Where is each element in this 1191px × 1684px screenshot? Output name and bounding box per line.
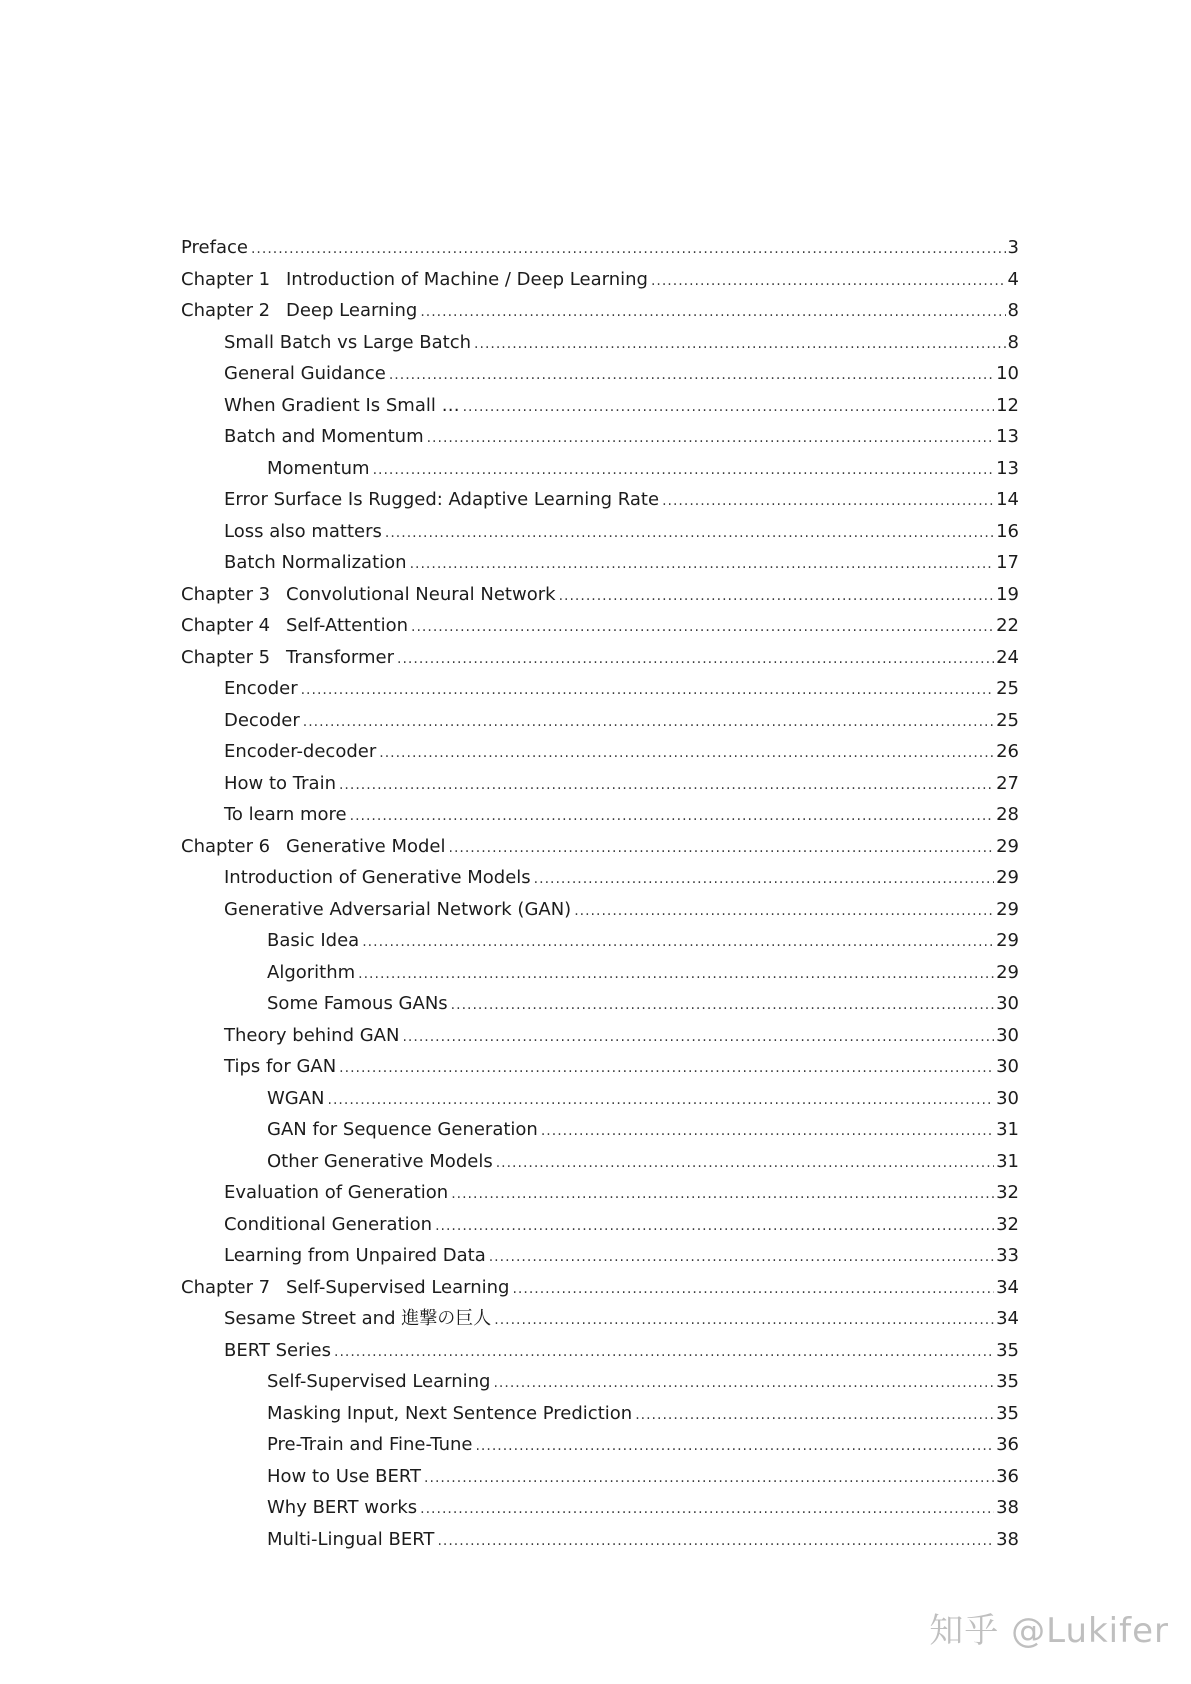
dot-leader <box>397 644 994 676</box>
toc-page-number: 25 <box>996 709 1019 731</box>
dot-leader <box>424 1463 994 1495</box>
toc-page-number: 13 <box>996 457 1019 479</box>
toc-chapter-label: Chapter 3 <box>181 583 271 605</box>
toc-entry-title: Loss also matters <box>224 520 382 542</box>
toc-entry-title: Generative Model <box>286 835 446 857</box>
toc-page-number: 17 <box>996 552 1019 573</box>
toc-entry-title: Evaluation of Generation <box>224 1182 449 1203</box>
toc-page-number: 38 <box>996 1497 1019 1518</box>
dot-leader <box>451 1179 994 1211</box>
toc-entry[interactable] <box>181 1240 1019 1272</box>
toc-entry[interactable] <box>181 1429 1019 1461</box>
toc-entry[interactable] <box>181 1020 1019 1052</box>
toc-page-number: 27 <box>996 772 1019 794</box>
toc-entry-title: Deep Learning <box>286 300 418 321</box>
toc-page-number: 31 <box>996 1150 1019 1172</box>
toc-entry-title: Batch Normalization <box>224 552 407 573</box>
toc-entry-title: Introduction of Machine / Deep Learning <box>286 268 648 290</box>
toc-page-number: 3 <box>1007 237 1019 258</box>
toc-page-number: 31 <box>996 1119 1019 1140</box>
toc-page-number: 32 <box>996 1182 1019 1203</box>
toc-entry[interactable] <box>181 1524 1019 1556</box>
toc-entry[interactable] <box>181 1303 1019 1335</box>
toc-chapter-label: Chapter 7 <box>181 1276 271 1298</box>
toc-chapter-label: Chapter 6 <box>181 835 271 857</box>
toc-page-number: 8 <box>1007 331 1019 353</box>
toc-entry[interactable] <box>181 1492 1019 1524</box>
toc-entry[interactable] <box>181 1209 1019 1241</box>
dot-leader <box>362 927 994 959</box>
dot-leader <box>420 1494 994 1526</box>
toc-page-number: 29 <box>996 961 1019 983</box>
dot-leader <box>512 1274 994 1306</box>
toc-page-number: 4 <box>1007 268 1019 290</box>
dot-leader <box>474 329 1006 361</box>
dot-leader <box>373 455 995 487</box>
toc-chapter-label: Chapter 2 <box>181 300 271 321</box>
dot-leader <box>420 297 1005 329</box>
toc-page-number: 10 <box>996 363 1019 384</box>
toc-entry[interactable] <box>181 1335 1019 1367</box>
dot-leader <box>251 234 1006 266</box>
toc-page-number: 29 <box>996 898 1019 920</box>
dot-leader <box>559 581 995 613</box>
toc-entry-title: Tips for GAN <box>224 1056 337 1077</box>
dot-leader <box>451 990 994 1022</box>
toc-entry[interactable] <box>181 642 1019 674</box>
toc-entry-title: General Guidance <box>224 363 386 384</box>
toc-entry[interactable] <box>181 768 1019 800</box>
dot-leader <box>389 360 994 392</box>
dot-leader <box>328 1085 995 1117</box>
toc-entry[interactable] <box>181 1366 1019 1398</box>
toc-entry-title: Encoder <box>224 678 298 699</box>
toc-entry-title: Algorithm <box>267 961 356 983</box>
dot-leader <box>379 738 994 770</box>
toc-entry-title: Why BERT works <box>267 1497 418 1518</box>
toc-entry[interactable] <box>181 516 1019 548</box>
toc-page-number: 29 <box>996 835 1019 857</box>
toc-chapter-label: Chapter 4 <box>181 615 271 636</box>
toc-entry[interactable] <box>181 1114 1019 1146</box>
toc-page-number: 14 <box>996 489 1019 510</box>
toc-entry[interactable] <box>181 673 1019 705</box>
toc-entry[interactable] <box>181 736 1019 768</box>
toc-entry-title: Basic Idea <box>267 930 360 951</box>
dot-leader <box>350 801 994 833</box>
toc-page-number: 30 <box>996 1024 1019 1046</box>
dot-leader <box>574 896 994 928</box>
dot-leader <box>651 266 1006 298</box>
dot-leader <box>534 864 994 896</box>
toc-entry-title: Multi-Lingual BERT <box>267 1528 435 1550</box>
toc-entry[interactable] <box>181 327 1019 359</box>
toc-page-number: 38 <box>996 1528 1019 1550</box>
toc-page-number: 19 <box>996 583 1019 605</box>
dot-leader <box>339 770 994 802</box>
toc-entry-title: Conditional Generation <box>224 1213 433 1235</box>
dot-leader <box>402 1022 994 1054</box>
toc-entry-title: Self-Supervised Learning <box>286 1276 510 1298</box>
toc-page-number: 32 <box>996 1213 1019 1235</box>
toc-page-number: 34 <box>996 1308 1019 1329</box>
toc-page-number: 29 <box>996 930 1019 951</box>
dot-leader <box>435 1211 994 1243</box>
toc-entry-title: WGAN <box>267 1087 325 1109</box>
toc-entry[interactable] <box>181 264 1019 296</box>
toc-entry-title: Self-Attention <box>286 615 409 636</box>
toc-entry-title: Small Batch vs Large Batch <box>224 331 472 353</box>
toc-entry-title: Learning from Unpaired Data <box>224 1245 486 1266</box>
dot-leader <box>301 675 995 707</box>
toc-entry-title: Theory behind GAN <box>224 1024 400 1046</box>
toc-entry-title: How to Use BERT <box>267 1465 422 1487</box>
toc-entry[interactable] <box>181 1146 1019 1178</box>
toc-entry[interactable] <box>181 831 1019 863</box>
toc-page-number: 24 <box>996 646 1019 668</box>
toc-page-number: 30 <box>996 993 1019 1014</box>
toc-page-number: 35 <box>996 1402 1019 1424</box>
toc-page-number: 12 <box>996 394 1019 416</box>
toc-entry[interactable] <box>181 1083 1019 1115</box>
toc-entry[interactable] <box>181 705 1019 737</box>
table-of-contents <box>181 232 1019 1555</box>
toc-entry[interactable] <box>181 453 1019 485</box>
dot-leader <box>496 1148 994 1180</box>
toc-entry[interactable] <box>181 862 1019 894</box>
toc-page-number: 25 <box>996 678 1019 699</box>
toc-entry-title: BERT Series <box>224 1339 331 1361</box>
dot-leader <box>437 1526 994 1558</box>
toc-page-number: 36 <box>996 1465 1019 1487</box>
dot-leader <box>427 423 994 455</box>
toc-entry-title: Convolutional Neural Network <box>286 583 556 605</box>
toc-entry-title: To learn more <box>224 804 347 825</box>
toc-page-number: 35 <box>996 1371 1019 1392</box>
toc-page-number: 8 <box>1007 300 1019 321</box>
toc-page-number: 22 <box>996 615 1019 636</box>
toc-page-number: 36 <box>996 1434 1019 1455</box>
dot-leader <box>662 486 994 518</box>
toc-entry[interactable] <box>181 390 1019 422</box>
toc-entry[interactable] <box>181 1177 1019 1209</box>
toc-entry[interactable] <box>181 421 1019 453</box>
toc-entry[interactable] <box>181 295 1019 327</box>
dot-leader <box>385 518 994 550</box>
dot-leader <box>411 612 994 644</box>
toc-chapter-label: Chapter 5 <box>181 646 271 668</box>
toc-entry[interactable] <box>181 579 1019 611</box>
toc-chapter-label: Chapter 1 <box>181 268 271 290</box>
toc-entry-title: Introduction of Generative Models <box>224 867 531 888</box>
dot-leader <box>339 1053 994 1085</box>
toc-entry[interactable] <box>181 610 1019 642</box>
toc-entry-title: Sesame Street and 進撃の巨人 <box>224 1308 492 1329</box>
dot-leader <box>410 549 995 581</box>
toc-entry[interactable] <box>181 957 1019 989</box>
toc-entry-title: Generative Adversarial Network (GAN) <box>224 898 572 920</box>
dot-leader <box>635 1400 994 1432</box>
toc-entry-title: How to Train <box>224 772 336 794</box>
toc-entry-title: Transformer <box>286 646 395 668</box>
toc-entry-title: Preface <box>181 237 248 258</box>
toc-entry-title: Momentum <box>267 457 370 479</box>
dot-leader <box>334 1337 994 1369</box>
toc-page-number: 30 <box>996 1056 1019 1077</box>
dot-leader <box>463 392 994 424</box>
toc-entry-title: Batch and Momentum <box>224 426 424 447</box>
toc-page-number: 16 <box>996 520 1019 542</box>
toc-entry-title: Other Generative Models <box>267 1150 493 1172</box>
dot-leader <box>541 1116 994 1148</box>
toc-entry[interactable] <box>181 894 1019 926</box>
toc-page-number: 29 <box>996 867 1019 888</box>
dot-leader <box>303 707 994 739</box>
toc-entry[interactable] <box>181 1398 1019 1430</box>
toc-page-number: 33 <box>996 1245 1019 1266</box>
toc-entry[interactable] <box>181 1461 1019 1493</box>
toc-entry-title: Encoder-decoder <box>224 741 377 762</box>
toc-list <box>181 232 1019 1555</box>
toc-entry-title: Decoder <box>224 709 300 731</box>
watermark: 知乎 @Lukifer <box>929 1611 1169 1651</box>
toc-page-number: 13 <box>996 426 1019 447</box>
toc-entry[interactable] <box>181 925 1019 957</box>
toc-entry-title: Some Famous GANs <box>267 993 448 1014</box>
dot-leader <box>449 833 995 865</box>
toc-entry[interactable] <box>181 799 1019 831</box>
toc-entry[interactable] <box>181 547 1019 579</box>
toc-entry[interactable] <box>181 1272 1019 1304</box>
toc-entry[interactable] <box>181 484 1019 516</box>
toc-entry-title: Pre-Train and Fine-Tune <box>267 1434 473 1455</box>
dot-leader <box>489 1242 994 1274</box>
toc-entry-title: GAN for Sequence Generation <box>267 1119 538 1140</box>
toc-entry[interactable] <box>181 1051 1019 1083</box>
toc-entry-title: Error Surface Is Rugged: Adaptive Learning Rate <box>224 489 660 510</box>
toc-entry[interactable] <box>181 988 1019 1020</box>
toc-entry[interactable] <box>181 358 1019 390</box>
toc-page-number: 30 <box>996 1087 1019 1109</box>
toc-entry-title: When Gradient Is Small … <box>224 394 460 416</box>
dot-leader <box>494 1305 994 1337</box>
toc-page-number: 34 <box>996 1276 1019 1298</box>
dot-leader <box>493 1368 994 1400</box>
toc-page-number: 28 <box>996 804 1019 825</box>
dot-leader <box>475 1431 994 1463</box>
toc-page-number: 26 <box>996 741 1019 762</box>
toc-entry-title: Self-Supervised Learning <box>267 1371 491 1392</box>
toc-entry-title: Masking Input, Next Sentence Prediction <box>267 1402 633 1424</box>
dot-leader <box>358 959 994 991</box>
toc-page-number: 35 <box>996 1339 1019 1361</box>
toc-entry[interactable] <box>181 232 1019 264</box>
